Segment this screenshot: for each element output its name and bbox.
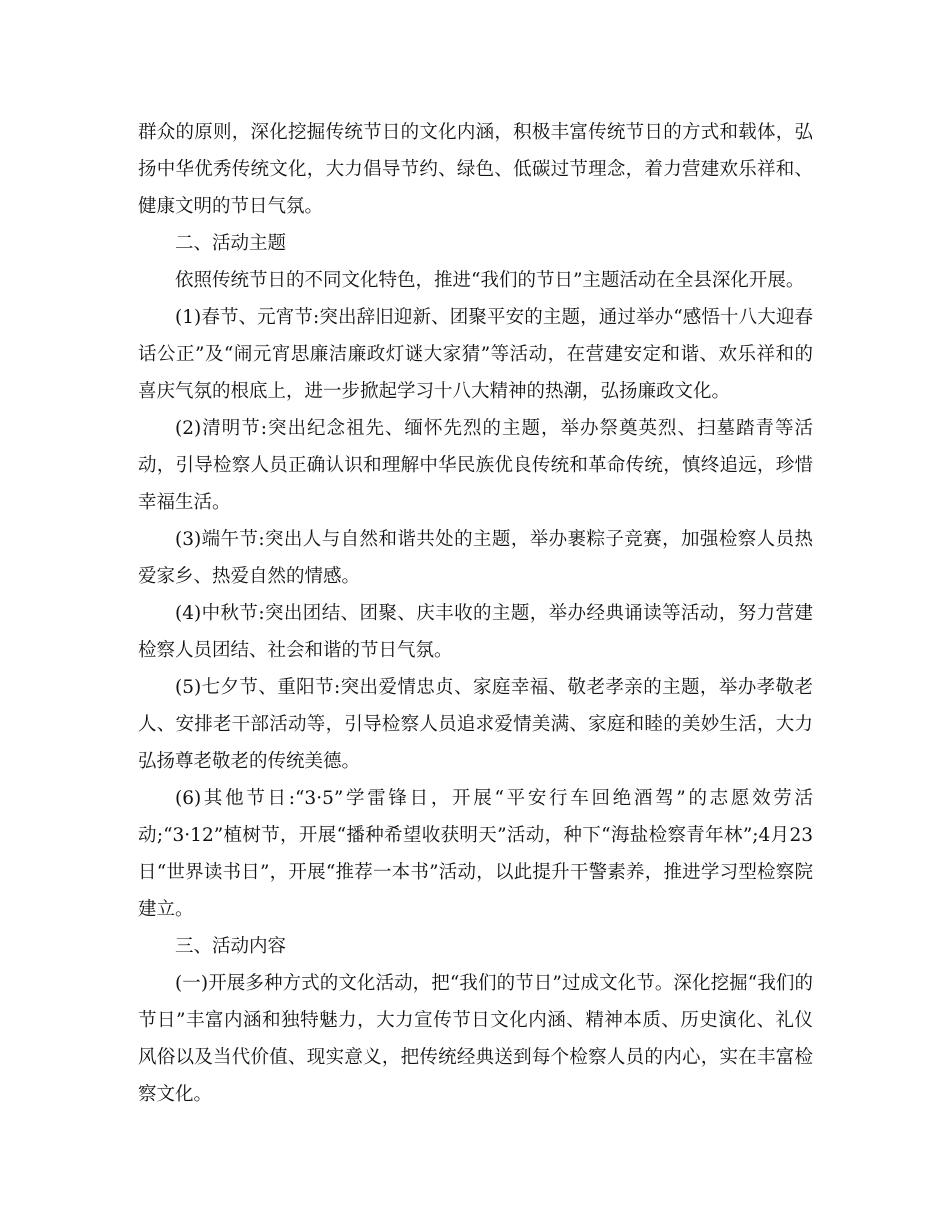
heading-activity-theme: 二、活动主题	[175, 233, 287, 254]
item-spring-festival: (1)春节、元宵节:突出辞旧迎新、团聚平安的主题，通过举办“感悟十八大迎春话公正”及“闹元宵思廉洁廉政灯谜大家猜”等活动，在营建安定和谐、欢乐祥和的喜庆气氛的根底上，进一步掀起学习十八大精神的热潮，弘扬廉政文化。	[138, 307, 813, 402]
item-other-festivals: (6)其他节日:“3·5”学雷锋日，开展“平安行车回绝酒驾”的志愿效劳活动;“3·12”植树节，开展“播种希望收获明天”活动，种下“海盐检察青年林”;4月23日“世界读书日”，开展“推荐一本书”活动，以此提升干警素养，推进学习型检察院建立。	[138, 788, 813, 920]
heading-activity-content: 三、活动内容	[175, 936, 287, 957]
paragraph-1: 群众的原则，深化挖掘传统节日的文化内涵，积极丰富传统节日的方式和载体，弘扬中华优秀传统文化，大力倡导节约、绿色、低碳过节理念，着力营建欢乐祥和、健康文明的节日气氛。	[138, 122, 813, 217]
item-culture-activities: (一)开展多种方式的文化活动，把“我们的节日”过成文化节。深化挖掘“我们的节日”丰富内涵和独特魅力，大力宣传节日文化内涵、精神本质、历史演化、礼仪风俗以及当代价值、现实意义，把传统经典送到每个检察人员的内心，实在丰富检察文化。	[138, 973, 813, 1105]
paragraph-3: 依照传统节日的不同文化特色，推进“我们的节日”主题活动在全县深化开展。	[175, 270, 805, 291]
item-dragon-boat: (3)端午节:突出人与自然和谐共处的主题，举办裹粽子竞赛，加强检察人员热爱家乡、热爱自然的情感。	[138, 529, 813, 587]
body-text	[138, 114, 813, 1113]
item-qingming: (2)清明节:突出纪念祖先、缅怀先烈的主题，举办祭奠英烈、扫墓踏青等活动，引导检察人员正确认识和理解中华民族优良传统和革命传统，慎终追远，珍惜幸福生活。	[138, 418, 813, 513]
item-qixi-chongyang: (5)七夕节、重阳节:突出爱情忠贞、家庭幸福、敬老孝亲的主题，举办孝敬老人、安排老干部活动等，引导检察人员追求爱情美满、家庭和睦的美妙生活，大力弘扬尊老敬老的传统美德。	[138, 677, 813, 772]
item-mid-autumn: (4)中秋节:突出团结、团聚、庆丰收的主题，举办经典诵读等活动，努力营建检察人员团结、社会和谐的节日气氛。	[138, 603, 813, 661]
